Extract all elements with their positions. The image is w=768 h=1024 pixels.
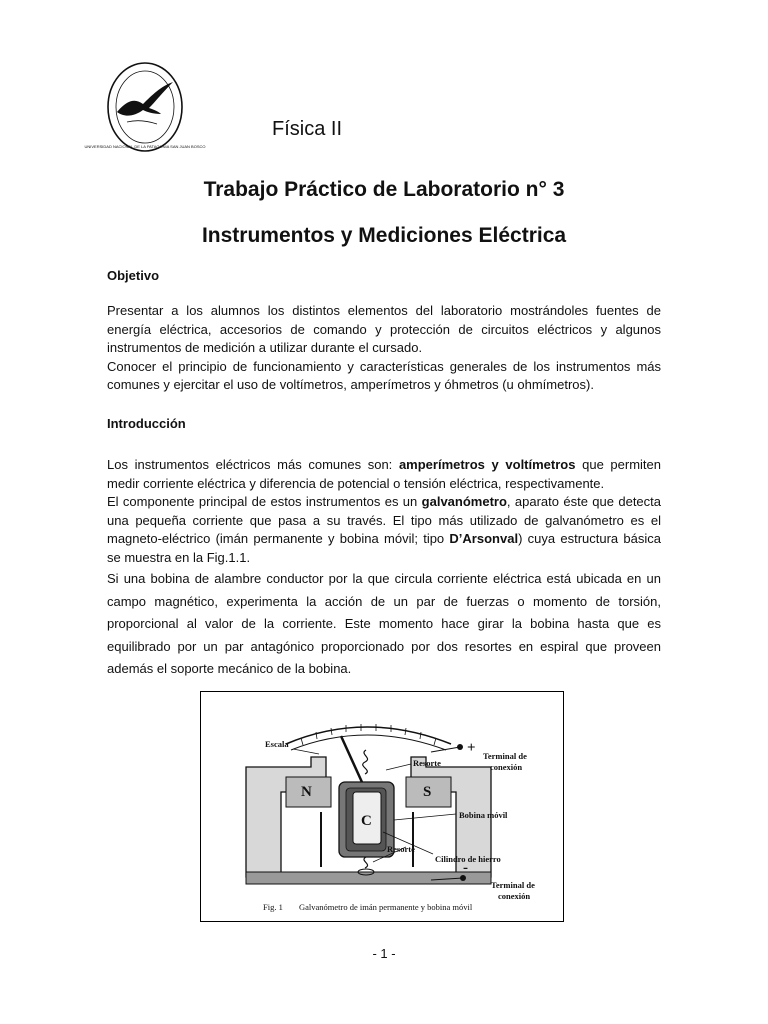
label-resorte-top: Resorte [413, 758, 441, 768]
document-title: Trabajo Práctico de Laboratorio n° 3 [203, 178, 565, 201]
intro-s1-bold: amperímetros y voltímetros [398, 457, 576, 472]
label-c: C [361, 813, 372, 829]
label-cilindro: Cilindro de hierro [435, 854, 501, 864]
label-n: N [301, 784, 312, 800]
document-subtitle: Instrumentos y Mediciones Eléctrica [201, 224, 567, 247]
label-terminal-bottom-1: Terminal de [491, 880, 535, 890]
introduccion-paragraph-2: Si una bobina de alambre conductor por la que circula corriente eléctrica está ubicada en un campo magnético, experimenta la acción de un par de fuerzas o momento de torsión, proporcional al valor de la corriente. Este momento hace girar la bobina hasta que es equilibrado por un par antagónico proporcionado por dos resortes en espiral que proveen además el soporte mecánico de la bobina. [107, 571, 661, 676]
label-terminal-top-1: Terminal de [483, 751, 527, 761]
figure-caption-number: Fig. 1 [263, 902, 283, 912]
galvanometer-figure [200, 691, 564, 922]
objetivo-text-b: Conocer el principio de funcionamiento y características generales de los instrumentos más comunes y ejercitar el uso de voltímetros, amperímetros y óhmetros (u ohmímetros). [107, 358, 661, 393]
objetivo-text-a: Presentar a los alumnos los distintos elementos del laboratorio mostrándoles fuentes de energía eléctrica, accesorios de comando y protección de circuitos eléctricos y algunos instrumentos de medición a utilizar durante el cursado. [107, 303, 661, 356]
intro-s2-post2: ) cuya estructura básica se muestra en la Fig.1.1. [107, 531, 661, 565]
intro-s1-pre: Los instrumentos eléctricos más comunes son: [107, 457, 399, 472]
albatross-seal-icon [84, 60, 206, 154]
label-resorte-bottom: Resorte [387, 844, 415, 854]
intro-s2-bold2: D’Arsonval [449, 531, 519, 547]
logo-text: UNIVERSIDAD NACIONAL DE LA PATAGONIA SAN JUAN BOSCO [84, 144, 206, 149]
label-bobina-movil: Bobina móvil [459, 810, 508, 820]
label-escala: Escala [265, 739, 289, 749]
section-heading-objetivo: Objetivo [107, 268, 160, 283]
label-terminal-bottom-2: conexión [498, 891, 531, 901]
course-name: Física II [272, 118, 343, 140]
introduccion-paragraph-1 [107, 456, 661, 568]
label-minus: - [463, 860, 468, 876]
galvanometer-diagram [201, 692, 562, 920]
intro-s1-post: que permiten medir corriente eléctrica y diferencia de potencial o tensión eléctrica, respectivamente. [107, 457, 662, 491]
intro-s2-post: , aparato éste que detecta una pequeña corriente que pasa a su través. El tipo más utilizado de galvanómetro es el magneto-eléctrico (imán permanente y bobina móvil; tipo [107, 494, 662, 547]
label-s: S [423, 784, 432, 800]
objetivo-paragraph [107, 302, 661, 395]
intro-s2-bold: galvanómetro [421, 494, 507, 510]
figure-caption-text: Galvanómetro de imán permanente y bobina móvil [299, 902, 473, 912]
label-plus: + [467, 740, 476, 756]
intro-s2-pre: El componente principal de estos instrumentos es un [107, 494, 422, 510]
university-logo [84, 60, 206, 154]
label-terminal-top-2: conexión [490, 762, 523, 772]
section-heading-introduccion: Introducción [107, 416, 186, 431]
page-number: - 1 - [372, 946, 396, 961]
